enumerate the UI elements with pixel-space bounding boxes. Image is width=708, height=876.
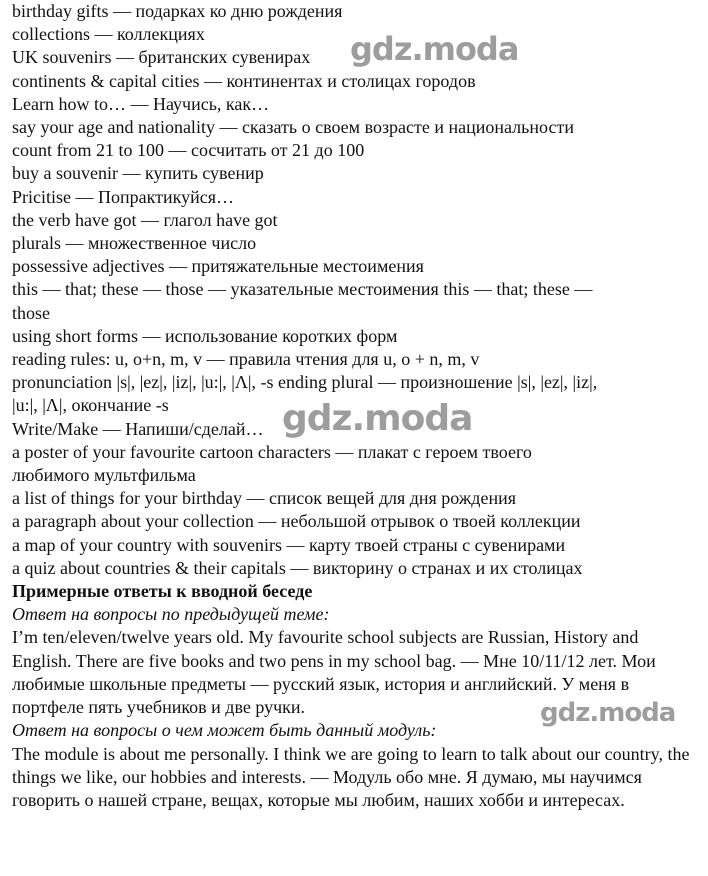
text-line: the verb have got — глагол have got [12, 209, 278, 230]
text-line: |u:|, |Λ|, окончание -s [12, 395, 169, 416]
answer-paragraph-1: I’m ten/eleven/twelve years old. My favourite school subjects are Russian, History and English. There are five books and two pens in my school bag. — Мне 10/11/12 лет. Мои любимые школьные предметы — русский язык, история и английский. У меня в портфеле пять учебников и две ручки. [12, 627, 656, 718]
text-line: любимого мультфильма [12, 465, 196, 486]
text-line: birthday gifts — подарках ко дню рождения [12, 1, 343, 21]
text-line: say your age and nationality — сказать о своем возрасте и национальности [12, 117, 574, 138]
text-line: Learn how to… — Научись, как… [12, 93, 270, 114]
text-line: a map of your country with souvenirs — карту твоей страны с сувенирами [12, 534, 566, 555]
text-line: UK souvenirs — британских сувенирах [12, 47, 311, 68]
text-line: collections — коллекциях [12, 24, 205, 45]
text-line: a paragraph about your collection — небольшой отрывок о твоей коллекции [12, 511, 581, 532]
text-line: continents & capital cities — континентах и столицах городов [12, 70, 476, 91]
answer-paragraph-2: The module is about me personally. I think we are going to learn to talk about our country, the things we like, our hobbies and interests. — Модуль обо мне. Я думаю, мы научимся говорить о нашей стране, вещах, которые мы любим, наших хобби и интересах. [12, 743, 690, 810]
watermark: gdz.moda [350, 30, 519, 68]
text-line: those [12, 302, 50, 323]
text-line: this — that; these — those — указательные местоимения this — that; these — [12, 279, 593, 300]
text-line: Write/Make — Напиши/сделай… [12, 418, 264, 439]
section-heading: Примерные ответы к вводной беседе [12, 581, 313, 602]
text-line: count from 21 to 100 — сосчитать от 21 до 100 [12, 140, 365, 161]
text-line: possessive adjectives — притяжательные местоимения [12, 256, 424, 277]
watermark: gdz.moda [540, 698, 676, 728]
subheading-module-topic: Ответ на вопросы о чем может быть данный модуль: [12, 720, 437, 741]
text-line: buy a souvenir — купить сувенир [12, 163, 264, 184]
text-line: a poster of your favourite cartoon characters — плакат с героем твоего [12, 441, 532, 462]
watermark: gdz.moda [282, 398, 473, 439]
subheading-previous-topic: Ответ на вопросы по предыдущей теме: [12, 604, 330, 625]
text-line: a quiz about countries & their capitals — викторину о странах и их столицах [12, 557, 583, 578]
text-line: pronunciation |s|, |ez|, |iz|, |u:|, |Λ|, -s ending plural — произношение |s|, |ez|, |iz|, [12, 372, 598, 393]
text-line: reading rules: u, o+n, m, v — правила чтения для u, o + n, m, v [12, 349, 480, 370]
text-line: Pricitise — Попрактикуйся… [12, 186, 235, 207]
text-line: a list of things for your birthday — список вещей для дня рождения [12, 488, 516, 509]
text-line: using short forms — использование коротких форм [12, 325, 398, 346]
text-line: plurals — множественное число [12, 233, 257, 254]
